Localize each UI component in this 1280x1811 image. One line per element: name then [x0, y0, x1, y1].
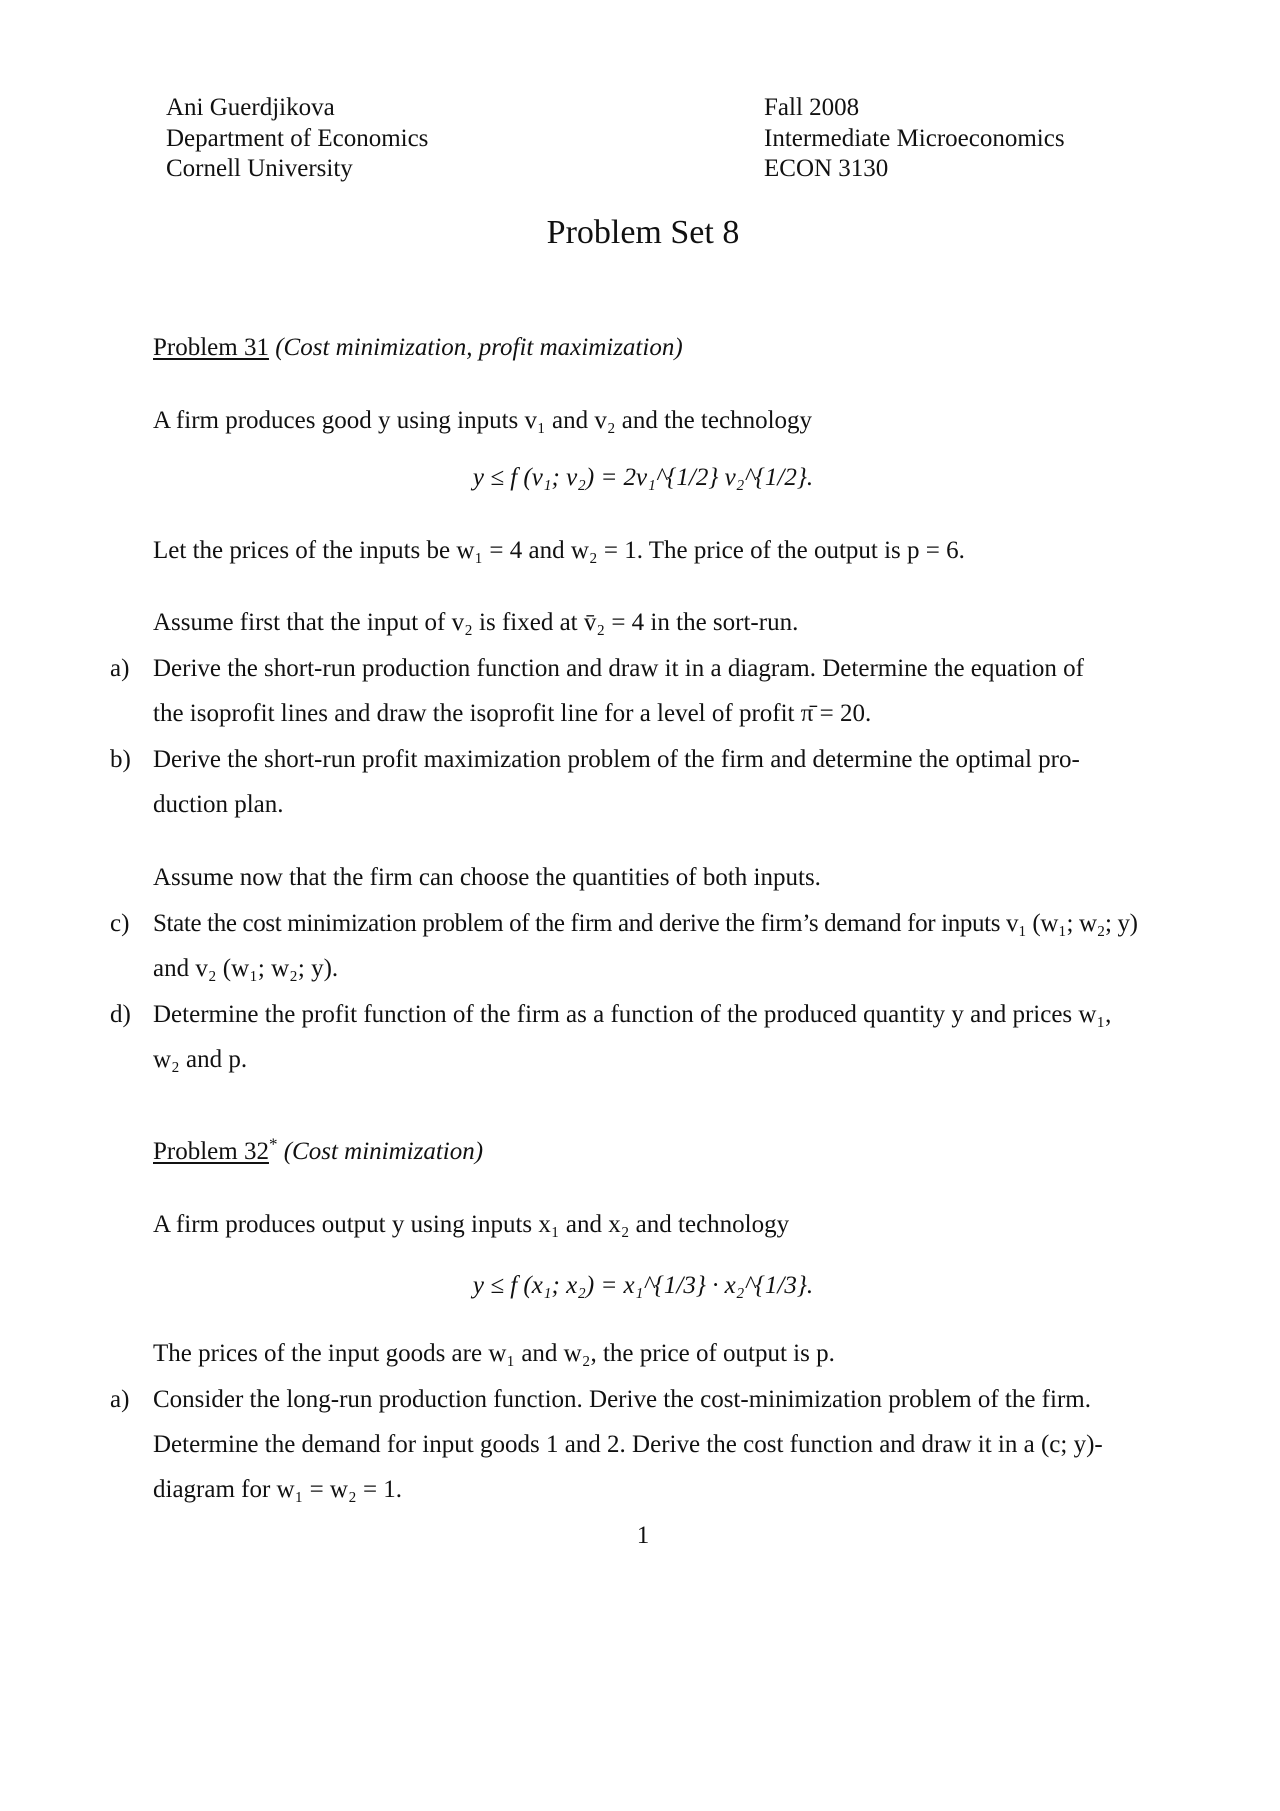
department-name: Department of Economics	[166, 125, 429, 152]
problem-31-prices: Let the prices of the inputs be w₁ = 4 and w₂ = 1. The price of the output is p = 6.	[153, 537, 965, 564]
course-name: Intermediate Microeconomics	[764, 125, 1065, 152]
problem-32-equation: y ≤ f (x₁; x₂) = x₁^{1/3} · x₂^{1/3}.	[472, 1272, 814, 1299]
problem-31-intro: A firm produces good y using inputs v₁ and v₂ and the technology	[153, 407, 813, 434]
problem-31-label: Problem 31	[153, 334, 269, 361]
page-number: 1	[636, 1522, 650, 1549]
problem-31-heading	[153, 332, 683, 363]
problem-31-subtitle: (Cost minimization, profit maximization)	[275, 334, 683, 361]
item-label-31b: b)	[110, 746, 131, 773]
item-label-31c: c)	[110, 910, 130, 937]
course-code: ECON 3130	[764, 155, 889, 182]
item-31d-line1: Determine the profit function of the firm as a function of the produced quantity y and prices w₁,	[153, 1001, 1112, 1028]
item-31c-line2: and v₂ (w₁; w₂; y).	[153, 955, 339, 982]
page-title: Problem Set 8	[546, 214, 740, 251]
item-label-32a: a)	[110, 1386, 130, 1413]
item-32a-line3: diagram for w₁ = w₂ = 1.	[153, 1476, 403, 1503]
problem-31-long-run-assumption: Assume now that the firm can choose the quantities of both inputs.	[153, 864, 821, 891]
item-31a-line2: the isoprofit lines and draw the isoprofit line for a level of profit π̄ = 20.	[153, 700, 872, 727]
university-name: Cornell University	[166, 155, 353, 182]
problem-32-intro: A firm produces output y using inputs x₁ and x₂ and technology	[153, 1211, 790, 1238]
author-name: Ani Guerdjikova	[166, 94, 335, 121]
item-32a-line2: Determine the demand for input goods 1 and 2. Derive the cost function and draw it in a (c; y)-	[153, 1431, 1103, 1458]
problem-32-star: *	[268, 1134, 278, 1154]
item-31a-line1: Derive the short-run production function and draw it in a diagram. Determine the equation of	[153, 655, 1084, 682]
problem-32-label: Problem 32	[153, 1138, 269, 1165]
item-31c-line1: State the cost minimization problem of the firm and derive the firm’s demand for inputs v₁ (w₁; w₂; y)	[153, 910, 1138, 937]
problem-32-heading	[153, 1136, 483, 1167]
problem-31-short-run-assumption: Assume first that the input of v₂ is fixed at v̄₂ = 4 in the sort-run.	[153, 609, 799, 636]
item-label-31d: d)	[110, 1001, 131, 1028]
item-32a-line1: Consider the long-run production function. Derive the cost-minimization problem of the firm.	[153, 1386, 1091, 1413]
problem-32-prices: The prices of the input goods are w₁ and w₂, the price of output is p.	[153, 1340, 835, 1367]
item-label-31a: a)	[110, 655, 130, 682]
item-31d-line2: w₂ and p.	[153, 1046, 248, 1073]
problem-32-subtitle: (Cost minimization)	[283, 1138, 484, 1165]
problem-31-equation: y ≤ f (v₁; v₂) = 2v₁^{1/2} v₂^{1/2}.	[472, 464, 814, 491]
item-31b-line2: duction plan.	[153, 791, 284, 818]
term: Fall 2008	[764, 94, 860, 121]
item-31b-line1: Derive the short-run profit maximization problem of the firm and determine the optimal pro-	[153, 746, 1080, 773]
